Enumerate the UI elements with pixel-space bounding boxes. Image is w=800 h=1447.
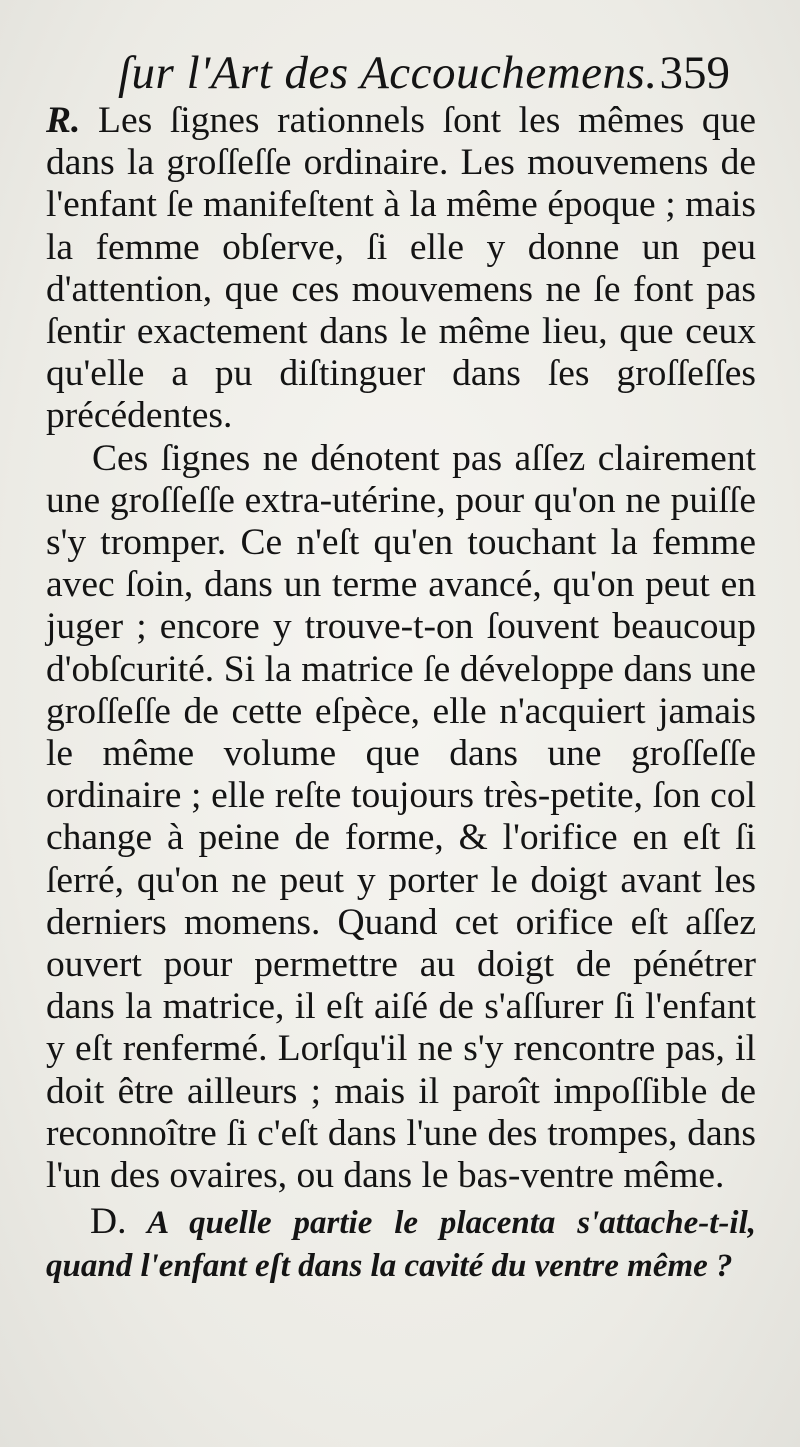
question-text: A quelle partie le placenta s'attache-t-il, quand l'enfant eſt dans la cavité du ventre même ?	[46, 1205, 756, 1285]
running-title: ſur l'Art des Accouchemens.	[118, 47, 658, 99]
answer-paragraph	[46, 100, 756, 438]
page-header	[118, 44, 730, 102]
page-number: 359	[659, 47, 730, 99]
answer-text: Les ſignes rationnels ſont les mêmes que dans la groſſeſſe ordinaire. Les mouvemens de l'enfant ſe manifeſtent à la même époque ; mais la femme obſerve, ſi elle y donne un peu d'attention, que ces mouvemens ne ſe font pas ſentir exactement dans le même lieu, que ceux qu'elle a pu diſtinguer dans ſes groſſeſſes précédentes.	[46, 100, 756, 437]
body-text	[46, 100, 756, 1288]
question-marker: D.	[90, 1201, 127, 1243]
question-paragraph	[46, 1201, 756, 1287]
answer-marker: R.	[46, 100, 81, 141]
body-paragraph	[46, 438, 756, 1198]
paragraph-text: Ces ſignes ne dénotent pas aſſez clairement une groſſeſſe extra-utérine, pour qu'on ne puiſſe s'y tromper. Ce n'eſt qu'en touchant la femme avec ſoin, dans un terme avancé, qu'on peut en juger ; encore y trouve-t-on ſouvent beaucoup d'obſcurité. Si la matrice ſe développe dans une groſſeſſe de cette eſpèce, elle n'acquiert jamais le même volume que dans une groſſeſſe ordinaire ; elle reſte toujours très-petite, ſon col change à peine de forme, & l'orifice en eſt ſi ſerré, qu'on ne peut y porter le doigt avant les derniers momens. Quand cet orifice eſt aſſez ouvert pour permettre au doigt de pénétrer dans la matrice, il eſt aiſé de s'aſſurer ſi l'enfant y eſt renfermé. Lorſqu'il ne s'y rencontre pas, il doit être ailleurs ; mais il paroît impoſſible de reconnoître ſi c'eſt dans l'une des trompes, dans l'un des ovaires, ou dans le bas-ventre même.	[46, 437, 756, 1197]
